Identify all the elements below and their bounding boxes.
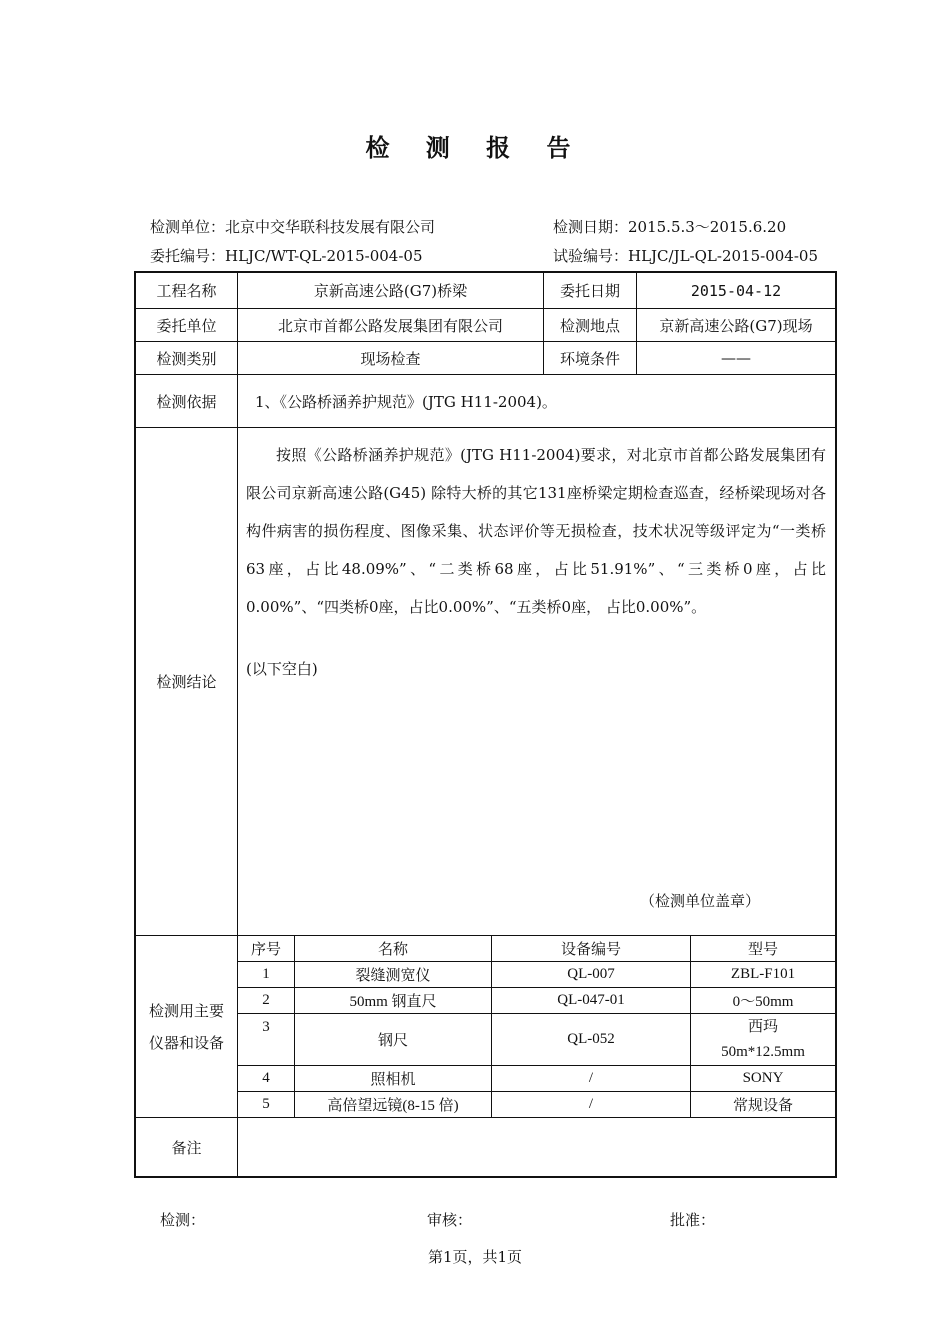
conclusion-paragraph: 按照《公路桥涵养护规范》(JTG H11-2004)要求，对北京市首都公路发展集团有限公司京新高速公路(G45) 除特大桥的其它131座桥梁定期检查巡查，经桥梁现场对各构件病害的损伤程度、图像采集、状态评价等无损检查，技术状况等级评定为“一类桥63座，占比48.09%”、“二类桥68座，占比51.91%”、“三类桥0座，占比0.00%”、“四类桥0座，占比0.00%”、“五类桥0座， 占比0.00%”。	[246, 446, 826, 616]
conclusion-label: 检测结论	[156, 673, 217, 691]
eq-row-model	[691, 1014, 835, 1065]
conclusion-text	[246, 436, 826, 626]
entrust-number: 委托编号：HLJC/WT-QL-2015-004-05	[150, 247, 423, 265]
approver-signature: 批准：	[670, 1211, 716, 1229]
eq-row-model: SONY	[742, 1070, 784, 1086]
blank-note: (以下空白)	[246, 660, 318, 678]
report-title: 检 测 报 告	[365, 133, 585, 162]
eq-row-model-line1: 西玛	[747, 1018, 778, 1035]
project-label: 工程名称	[156, 282, 217, 300]
site-label: 检测地点	[559, 316, 620, 335]
eq-header-model: 型号	[747, 942, 778, 958]
reviewer-signature: 审核：	[427, 1211, 473, 1229]
eq-row-code: QL-047-01	[557, 992, 625, 1008]
eq-row-code: QL-052	[567, 1031, 615, 1047]
col-divider	[237, 272, 238, 1176]
eq-row-no: 4	[262, 1070, 270, 1086]
equipment-label-line1: 检测用主要	[148, 1001, 224, 1020]
equipment-label	[136, 936, 237, 1117]
inspection-date: 检测日期：2015.5.3～2015.6.20	[553, 218, 787, 236]
equipment-label-line2: 仪器和设备	[148, 1033, 224, 1052]
eq-row-name: 钢尺	[377, 1033, 408, 1049]
stamp-note: （检测单位盖章）	[640, 892, 761, 910]
env-label: 环境条件	[559, 349, 620, 368]
site-value: 京新高速公路(G7)现场	[659, 316, 813, 335]
eq-row-name: 照相机	[370, 1072, 416, 1088]
eq-row-no: 1	[262, 966, 270, 982]
eq-row-code: /	[588, 1096, 594, 1112]
row-divider	[135, 1117, 836, 1118]
test-number: 试验编号：HLJC/JL-QL-2015-004-05	[553, 247, 818, 265]
category-value: 现场检查	[360, 349, 421, 368]
eq-row-no: 2	[262, 992, 270, 1008]
entrust-date-value: 2015-04-12	[690, 281, 782, 300]
page-number: 第1页，共1页	[427, 1248, 523, 1266]
inspector-signature: 检测：	[160, 1211, 206, 1229]
remarks-label: 备注	[171, 1138, 202, 1157]
basis-value: 1、《公路桥涵养护规范》(JTG H11-2004)。	[255, 392, 557, 411]
client-value: 北京市首都公路发展集团有限公司	[277, 316, 503, 335]
env-value: ——	[721, 349, 751, 367]
eq-header-code: 设备编号	[560, 942, 621, 958]
eq-row-model: 0～50mm	[732, 994, 794, 1010]
category-label: 检测类别	[156, 349, 217, 368]
entrust-date-label: 委托日期	[559, 282, 620, 300]
eq-row-name: 50mm 钢直尺	[349, 994, 437, 1010]
row-divider	[135, 427, 836, 428]
eq-row-no: 5	[262, 1096, 270, 1112]
eq-row-code: /	[588, 1070, 594, 1086]
eq-row-model: 常规设备	[732, 1098, 793, 1114]
eq-header-name: 名称	[377, 942, 408, 958]
eq-row-code: QL-007	[567, 966, 615, 982]
eq-header-no: 序号	[250, 942, 281, 958]
client-label: 委托单位	[156, 316, 217, 335]
eq-row-model-line2: 50m*12.5mm	[721, 1043, 805, 1060]
eq-row-model: ZBL-F101	[730, 966, 796, 982]
eq-row-name: 裂缝测宽仪	[355, 968, 431, 984]
project-value: 京新高速公路(G7)桥梁	[313, 282, 468, 300]
eq-row-no: 3	[262, 1018, 270, 1035]
eq-row-name: 高倍望远镜(8-15 倍)	[327, 1098, 459, 1114]
inspection-unit: 检测单位：北京中交华联科技发展有限公司	[150, 218, 436, 236]
basis-label: 检测依据	[156, 392, 217, 411]
